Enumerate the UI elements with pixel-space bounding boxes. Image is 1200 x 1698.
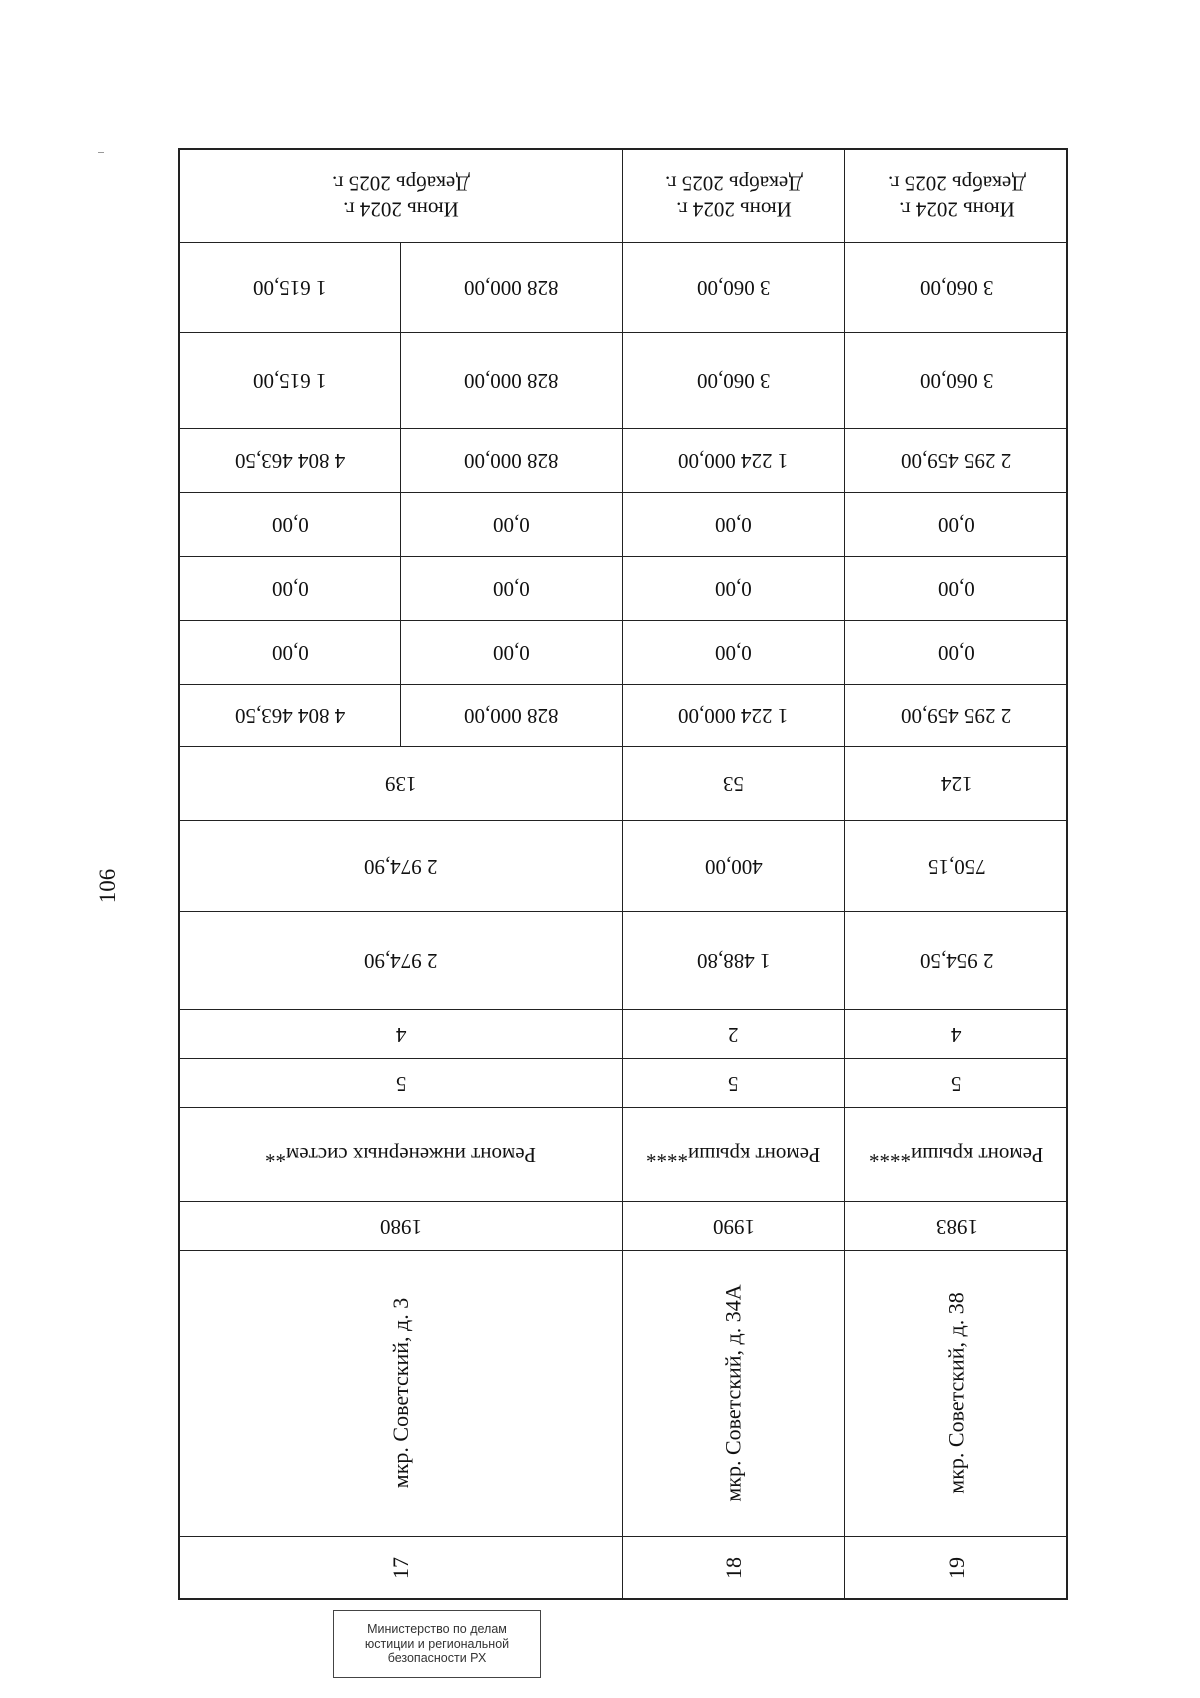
limit-cost-18: 3 060,00 (623, 243, 845, 333)
year-19: 1983 (845, 1202, 1068, 1251)
cost-total-19: 2 295 459,00 (845, 685, 1068, 747)
limit-cost-a-17: 828 000,00 (401, 243, 623, 333)
residents-18: 53 (623, 747, 845, 821)
cost-total-18: 1 224 000,00 (623, 685, 845, 747)
material-17: 5 (180, 1059, 623, 1108)
cost-owner-b-17: 4 804 463,50 (180, 429, 401, 493)
work-type-19: Ремонт крыши**** (845, 1108, 1068, 1202)
unit-cost-b-17: 1 615,00 (180, 333, 401, 429)
area-living-19: 750,15 (845, 821, 1068, 912)
fund2-b-17: 0,00 (180, 557, 401, 621)
cost-owner-18: 1 224 000,00 (623, 429, 845, 493)
cost-owner-a-17: 828 000,00 (401, 429, 623, 493)
fund2-a-17: 0,00 (401, 557, 623, 621)
fund1-b-17: 0,00 (180, 621, 401, 685)
period-line1: Июнь 2024 г. (898, 197, 1015, 222)
fund1-18: 0,00 (623, 621, 845, 685)
limit-cost-b-17: 1 615,00 (180, 243, 401, 333)
period-line1: Июнь 2024 г. (675, 197, 792, 222)
fund3-a-17: 0,00 (401, 493, 623, 557)
residents-17: 139 (180, 747, 623, 821)
cost-total-b-17: 4 804 463,50 (180, 685, 401, 747)
area-total-19: 2 954,50 (845, 912, 1068, 1010)
work-type-17: Ремонт инженерных систем** (180, 1108, 623, 1202)
row-number-17: 17 (180, 1537, 623, 1599)
area-total-18: 1 488,80 (623, 912, 845, 1010)
residents-19: 124 (845, 747, 1068, 821)
limit-cost-19: 3 060,00 (845, 243, 1068, 333)
fund2-19: 0,00 (845, 557, 1068, 621)
stamp-line1: Министерство по делам (367, 1621, 507, 1636)
year-18: 1990 (623, 1202, 845, 1251)
period-cell-17 (180, 150, 623, 243)
year-17: 1980 (180, 1202, 623, 1251)
work-type-18: Ремонт крыши**** (623, 1108, 845, 1202)
unit-cost-19: 3 060,00 (845, 333, 1068, 429)
floors-19: 4 (845, 1010, 1068, 1059)
page-number: 106 (95, 868, 120, 904)
unit-cost-a-17: 828 000,00 (401, 333, 623, 429)
address-19: мкр. Советский, д. 38 (845, 1251, 1068, 1537)
unit-cost-18: 3 060,00 (623, 333, 845, 429)
stamp-line3: безопасности РХ (387, 1651, 487, 1666)
ministry-stamp (333, 1610, 541, 1678)
floors-17: 4 (180, 1010, 623, 1059)
cost-total-a-17: 828 000,00 (401, 685, 623, 747)
works-table (178, 148, 1068, 1600)
fund3-18: 0,00 (623, 493, 845, 557)
margin-mark (98, 152, 104, 153)
fund3-19: 0,00 (845, 493, 1068, 557)
floors-18: 2 (623, 1010, 845, 1059)
period-cell-18 (623, 150, 845, 243)
period-line2: Декабрь 2025 г. (332, 171, 470, 195)
row-number-18: 18 (623, 1537, 845, 1599)
area-total-17: 2 974,90 (180, 912, 623, 1010)
cost-owner-19: 2 295 459,00 (845, 429, 1068, 493)
period-cell-19 (845, 150, 1068, 243)
stamp-line2: юстиции и региональной (364, 1636, 510, 1651)
area-living-18: 400,00 (623, 821, 845, 912)
material-19: 5 (845, 1059, 1068, 1108)
material-18: 5 (623, 1059, 845, 1108)
period-line2: Декабрь 2025 г. (887, 171, 1026, 195)
row-number-19: 19 (943, 1557, 969, 1579)
fund3-b-17: 0,00 (180, 493, 401, 557)
period-line1: Июнь 2024 г. (343, 197, 459, 222)
fund1-19: 0,00 (845, 621, 1068, 685)
fund2-18: 0,00 (623, 557, 845, 621)
address-18: мкр. Советский, д. 34А (623, 1251, 845, 1537)
address-17: мкр. Советский, д. 3 (180, 1251, 623, 1537)
period-line2: Декабрь 2025 г. (664, 171, 803, 195)
fund1-a-17: 0,00 (401, 621, 623, 685)
area-living-17: 2 974,90 (180, 821, 623, 912)
